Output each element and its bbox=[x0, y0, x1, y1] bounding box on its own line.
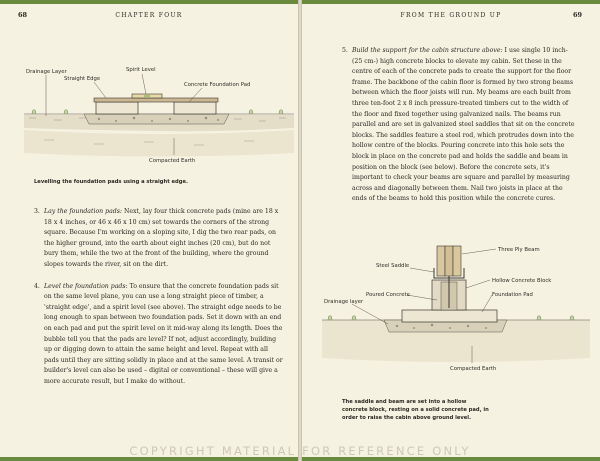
body-text-left bbox=[34, 207, 284, 388]
top-accent-band bbox=[0, 0, 298, 4]
foundation-pad-diagram bbox=[24, 58, 294, 176]
label-compacted-earth: Compacted Earth bbox=[149, 158, 196, 164]
label-drainage-layer: Drainage layer bbox=[324, 299, 364, 305]
step-number: 4. bbox=[34, 282, 40, 290]
body-text-right bbox=[342, 46, 577, 205]
label-foundation-pad: Foundation Pad bbox=[492, 292, 533, 298]
right-page bbox=[302, 0, 600, 461]
left-page bbox=[0, 0, 298, 461]
step-4 bbox=[34, 282, 284, 388]
step-number: 5. bbox=[342, 47, 348, 54]
figure-caption-right: The saddle and beam are set into a hollow concrete block, resting on a solid concrete pad, in order to raise the cabin above ground level. bbox=[342, 399, 489, 421]
copyright-watermark: COPYRIGHT MATERIAL FOR REFERENCE ONLY bbox=[129, 444, 471, 458]
step-text: I use single 10 inch- (25 cm-) high concrete blocks to elevate my cabin. Set these in the centre of each of the concrete pads to create the support for the floor frame. The backbone of the cabin floor is formed by two strong beams between which the floor joists will run. My beams are each built from three ten-foot 2 x 8 inch pressure-treated timbers cut to the width of the floor and fixed together using galvanized nails. The beams run parallel and are set in galvanized steel saddles that sit on the concrete blocks. The saddles feature a steel rod, which protrudes down into the hollow centre of the blocks. Pouring concrete into this hole sets the block in place on the concrete pad and holds the saddle and beam in position on the block (see below). Before the concrete sets, it's important to check your beams are square and parallel by measuring across and diagonally between them. Nail two joists in place at the ends of the beams to hold this position while the concrete cures. bbox=[352, 47, 575, 203]
label-steel-saddle: Steel Saddle bbox=[376, 263, 410, 269]
top-accent-band bbox=[302, 0, 600, 4]
step-lead: Build the support for the cabin structure above: bbox=[352, 47, 503, 54]
label-three-ply-beam: Three Ply Beam bbox=[498, 247, 540, 253]
step-text: Next, lay four thick concrete pads (mine are 18 x 18 x 4 inches, or 46 x 46 x 10 cm) set towards the corners of the strong square. Because I'm working on a sloping site, I dig the two rear pads, on the higher ground, into the earth about eight inches (20 cm), but do not bury them, while the two at the front of the building, where the ground slopes towards the river, sit on the dirt. bbox=[44, 208, 279, 268]
step-3 bbox=[34, 207, 284, 271]
step-number: 3. bbox=[34, 208, 40, 215]
running-header-left: CHAPTER FOUR bbox=[115, 12, 183, 19]
label-spirit-level: Spirit Level bbox=[126, 67, 156, 73]
label-poured-concrete: Poured Concrete bbox=[366, 292, 410, 298]
page-number-right: 69 bbox=[572, 11, 582, 19]
label-concrete-foundation-pad: Concrete Foundation Pad bbox=[184, 82, 251, 88]
step-5 bbox=[342, 46, 577, 205]
label-straight-edge: Straight Edge bbox=[64, 76, 101, 82]
label-hollow-concrete-block: Hollow Concrete Block bbox=[492, 278, 552, 284]
label-drainage-layer: Drainage Layer bbox=[26, 69, 67, 75]
label-compacted-earth: Compacted Earth bbox=[450, 366, 497, 372]
page-number-left: 68 bbox=[18, 11, 28, 19]
running-header-right: FROM THE GROUND UP bbox=[400, 12, 502, 19]
beam-support-diagram bbox=[322, 240, 590, 380]
step-text: To ensure that the concrete foundation pads sit on the same level plane, you can use a long straight piece of timber, a 'straight edge', and a spirit level (see above). The straight edge needs to be long enough to span between two foundation pads. Set it down with an end on each pad and put the spirit level on it mid-way along its length. Does the bubble tell you that the pads are level? If not, adjust accordingly, building up or digging down to attain the same height and level. Repeat with all pads until they are sitting solidly in place and at the same level. A transit or builder's level can also be used – digital or conventional – these will give a more accurate result, but I make do without. bbox=[44, 282, 283, 385]
step-lead: Lay the foundation pads: bbox=[44, 208, 123, 215]
figure-caption-left: Levelling the foundation pads using a straight edge. bbox=[34, 179, 188, 185]
step-lead: Level the foundation pads: bbox=[44, 282, 128, 290]
